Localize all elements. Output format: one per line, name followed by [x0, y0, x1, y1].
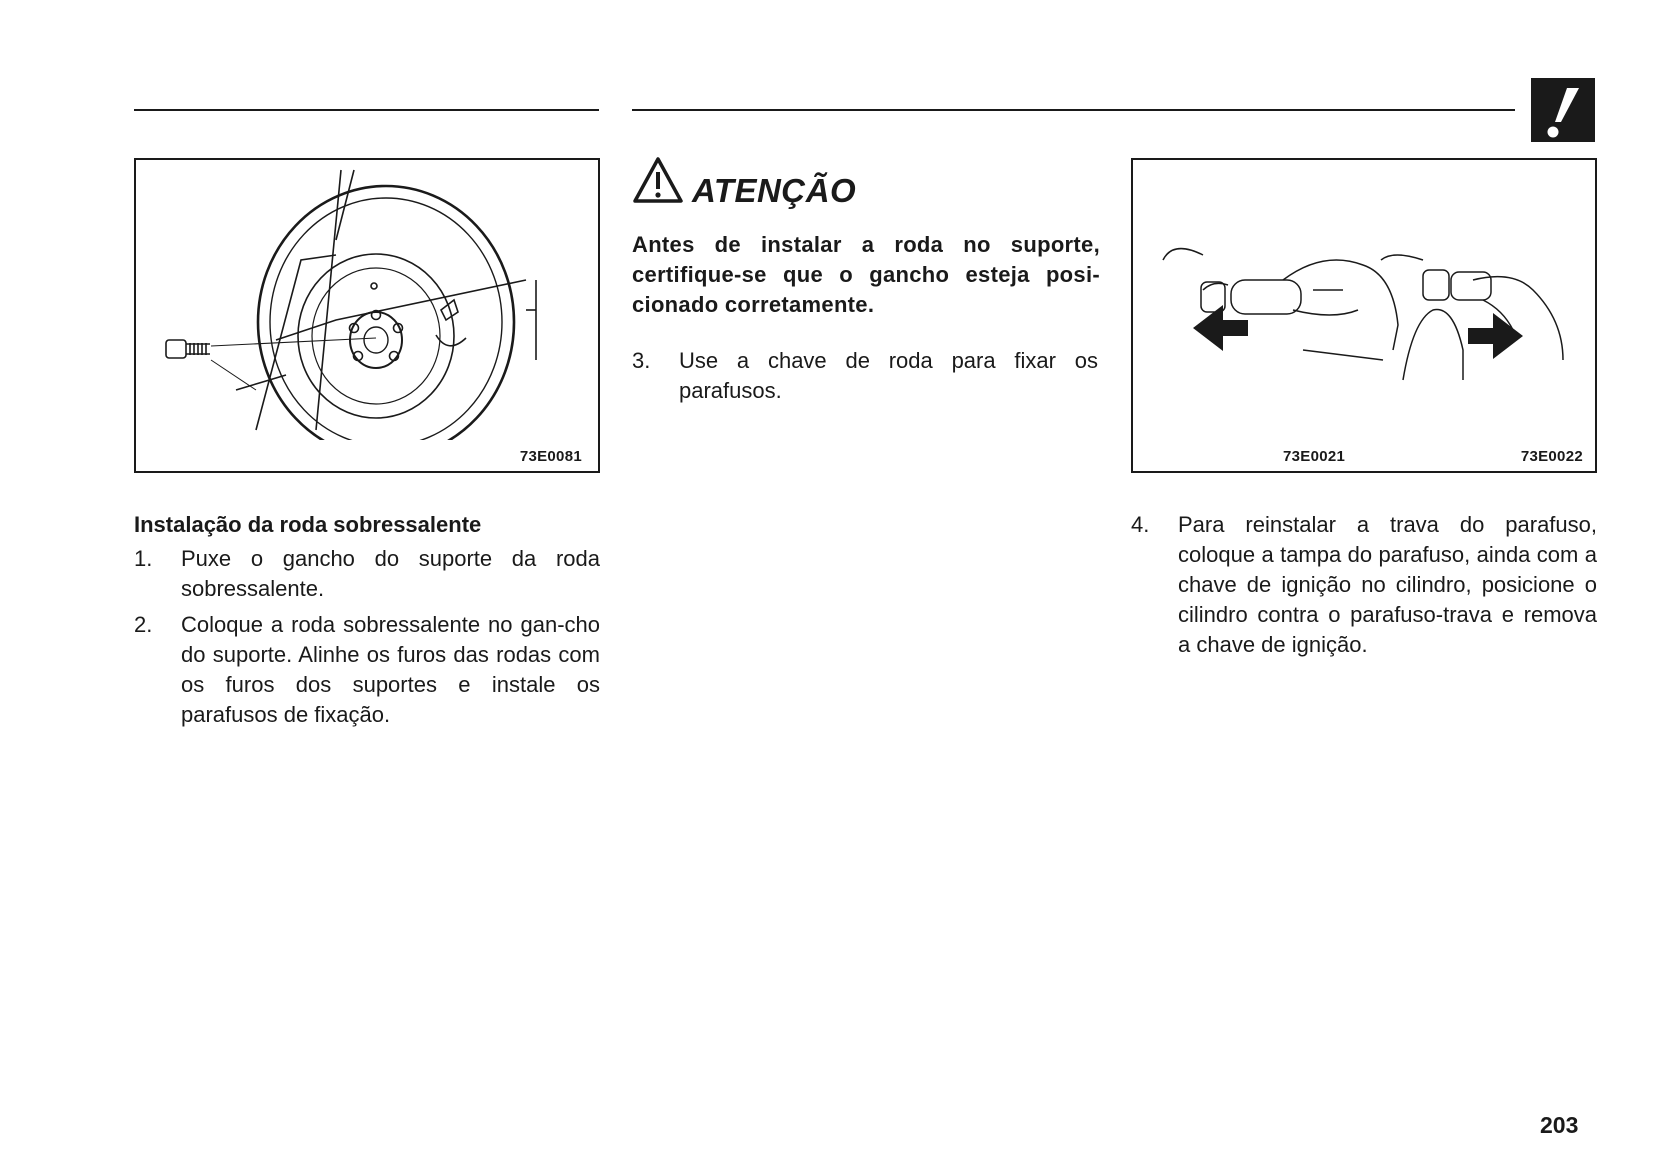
- page-number: 203: [1540, 1112, 1579, 1138]
- step-text: Use a chave de roda para fixar os parafusos.: [679, 348, 1098, 403]
- list-item: [134, 610, 600, 730]
- list-item: [134, 544, 600, 604]
- header-rule-right: [632, 109, 1515, 111]
- warning-text: Antes de instalar a roda no suporte, certifique-se que o gancho esteja posi-cionado corretamente.: [632, 232, 1100, 317]
- spare-wheel-figure: [134, 158, 600, 473]
- step-text: Para reinstalar a trava do parafuso, coloque a tampa do parafuso, ainda com a chave de ignição no cilindro, posicione o cilindro contra o parafuso-trava e remova a chave de ignição.: [1178, 512, 1597, 657]
- arrow-right-icon: [1468, 313, 1523, 359]
- step-number: 3.: [632, 348, 651, 373]
- warning-triangle-icon: [632, 156, 684, 204]
- lock-bolt-illustration: [1133, 160, 1594, 440]
- list-item: [1131, 510, 1597, 660]
- figure-code-right-1: 73E0021: [1283, 448, 1346, 465]
- section-heading: Instalação da roda sobressalente: [134, 512, 482, 537]
- step-number: 1.: [134, 546, 153, 571]
- list-item: [632, 346, 1098, 406]
- step-text: Coloque a roda sobressalente no gan-cho do suporte. Alinhe os furos das rodas com os furos dos suportes e instale os parafusos de fixação.: [181, 612, 600, 727]
- exclamation-icon: [1531, 78, 1595, 142]
- exclamation-badge: [1531, 78, 1595, 142]
- warning-title: ATENÇÃO: [692, 172, 857, 209]
- step-number: 2.: [134, 612, 153, 637]
- figure-code-left: 73E0081: [519, 448, 582, 465]
- step-text: Puxe o gancho do suporte da roda sobressalente.: [181, 546, 600, 601]
- figure-code-right-2: 73E0022: [1520, 448, 1583, 465]
- bolt-icon: [166, 340, 210, 358]
- header-rule-left: [134, 109, 599, 111]
- lock-bolt-figure: [1131, 158, 1597, 473]
- step-number: 4.: [1131, 512, 1150, 537]
- spare-wheel-illustration: [136, 160, 597, 440]
- arrow-left-icon: [1193, 305, 1248, 351]
